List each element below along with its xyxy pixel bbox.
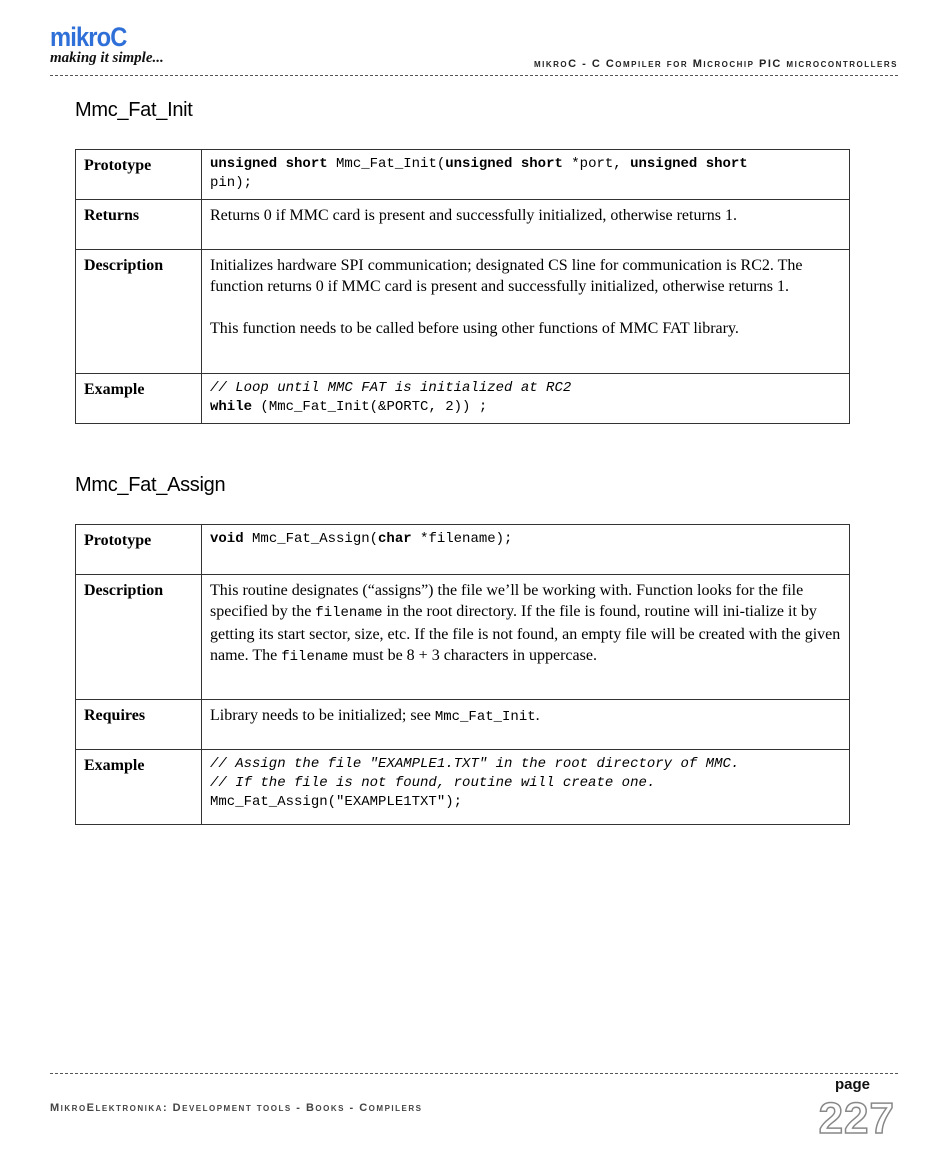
example-code: // Assign the file "EXAMPLE1.TXT" in the root directory of MMC. // If the file is not found, routine will create one. Mmc_Fat_Assign("EXAMPLE1TXT"); [210, 756, 740, 810]
example-cell [202, 374, 850, 424]
footer-text: MikroElektronika: Development tools - Books - Compilers [50, 1102, 423, 1114]
page-label: page [834, 1076, 870, 1093]
table-row [76, 700, 850, 750]
table-row [76, 374, 850, 424]
table-row [76, 150, 850, 200]
page-number: 227 [818, 1094, 895, 1143]
logo-tagline: making it simple... [50, 50, 164, 66]
description-label: Description [76, 250, 202, 374]
prototype-code: unsigned short Mmc_Fat_Init(unsigned short *port, unsigned short pin); [210, 156, 748, 191]
inline-code: filename [315, 605, 383, 621]
description-paragraph: This function needs to be called before using other functions of MMC FAT library. [210, 320, 739, 337]
logo-text: mikroC [50, 22, 127, 52]
example-label: Example [76, 750, 202, 825]
requires-cell: Library needs to be initialized; see Mmc_Fat_Init. [202, 700, 850, 750]
table-row [76, 525, 850, 575]
inline-code: Mmc_Fat_Init [434, 709, 536, 725]
requires-label: Requires [76, 700, 202, 750]
example-code: // Loop until MMC FAT is initialized at RC2 while (Mmc_Fat_Init(&PORTC, 2)) ; [210, 380, 572, 415]
description-paragraph: Initializes hardware SPI communication; designated CS line for communication is RC2. The function returns 0 if MMC card is present and successfully initialized, otherwise returns 1. [210, 257, 803, 295]
section-title-mmc-fat-init: Mmc_Fat_Init [75, 99, 193, 121]
prototype-cell [202, 150, 850, 200]
section-title-mmc-fat-assign: Mmc_Fat_Assign [75, 474, 226, 496]
mmc-fat-assign-table [75, 524, 850, 825]
table-row [76, 750, 850, 825]
prototype-cell [202, 525, 850, 575]
description-label: Description [76, 575, 202, 700]
mmc-fat-init-table [75, 149, 850, 424]
prototype-code: void Mmc_Fat_Assign(char *filename); [210, 531, 513, 547]
logo [50, 22, 164, 66]
prototype-label: Prototype [76, 150, 202, 200]
table-row [76, 575, 850, 700]
table-row [76, 250, 850, 374]
header-title: mikroC - C Compiler for Microchip PIC microcontrollers [533, 58, 898, 70]
description-cell [202, 250, 850, 374]
inline-code: filename [281, 649, 349, 665]
returns-text: Returns 0 if MMC card is present and successfully initialized, otherwise returns 1. [202, 200, 850, 250]
footer-divider [50, 1073, 898, 1074]
example-label: Example [76, 374, 202, 424]
returns-label: Returns [76, 200, 202, 250]
table-row [76, 200, 850, 250]
description-cell: This routine designates (“assigns”) the file we’ll be working with. Function looks for the file specified by the filename in the root directory. If the file is found, routine will ini-tialize it by getting its start sector, size, etc. If the file is not found, an empty file will be created with the given name. The filename must be 8 + 3 characters in uppercase. [202, 575, 850, 700]
header-divider [50, 75, 898, 76]
prototype-label: Prototype [76, 525, 202, 575]
example-cell [202, 750, 850, 825]
